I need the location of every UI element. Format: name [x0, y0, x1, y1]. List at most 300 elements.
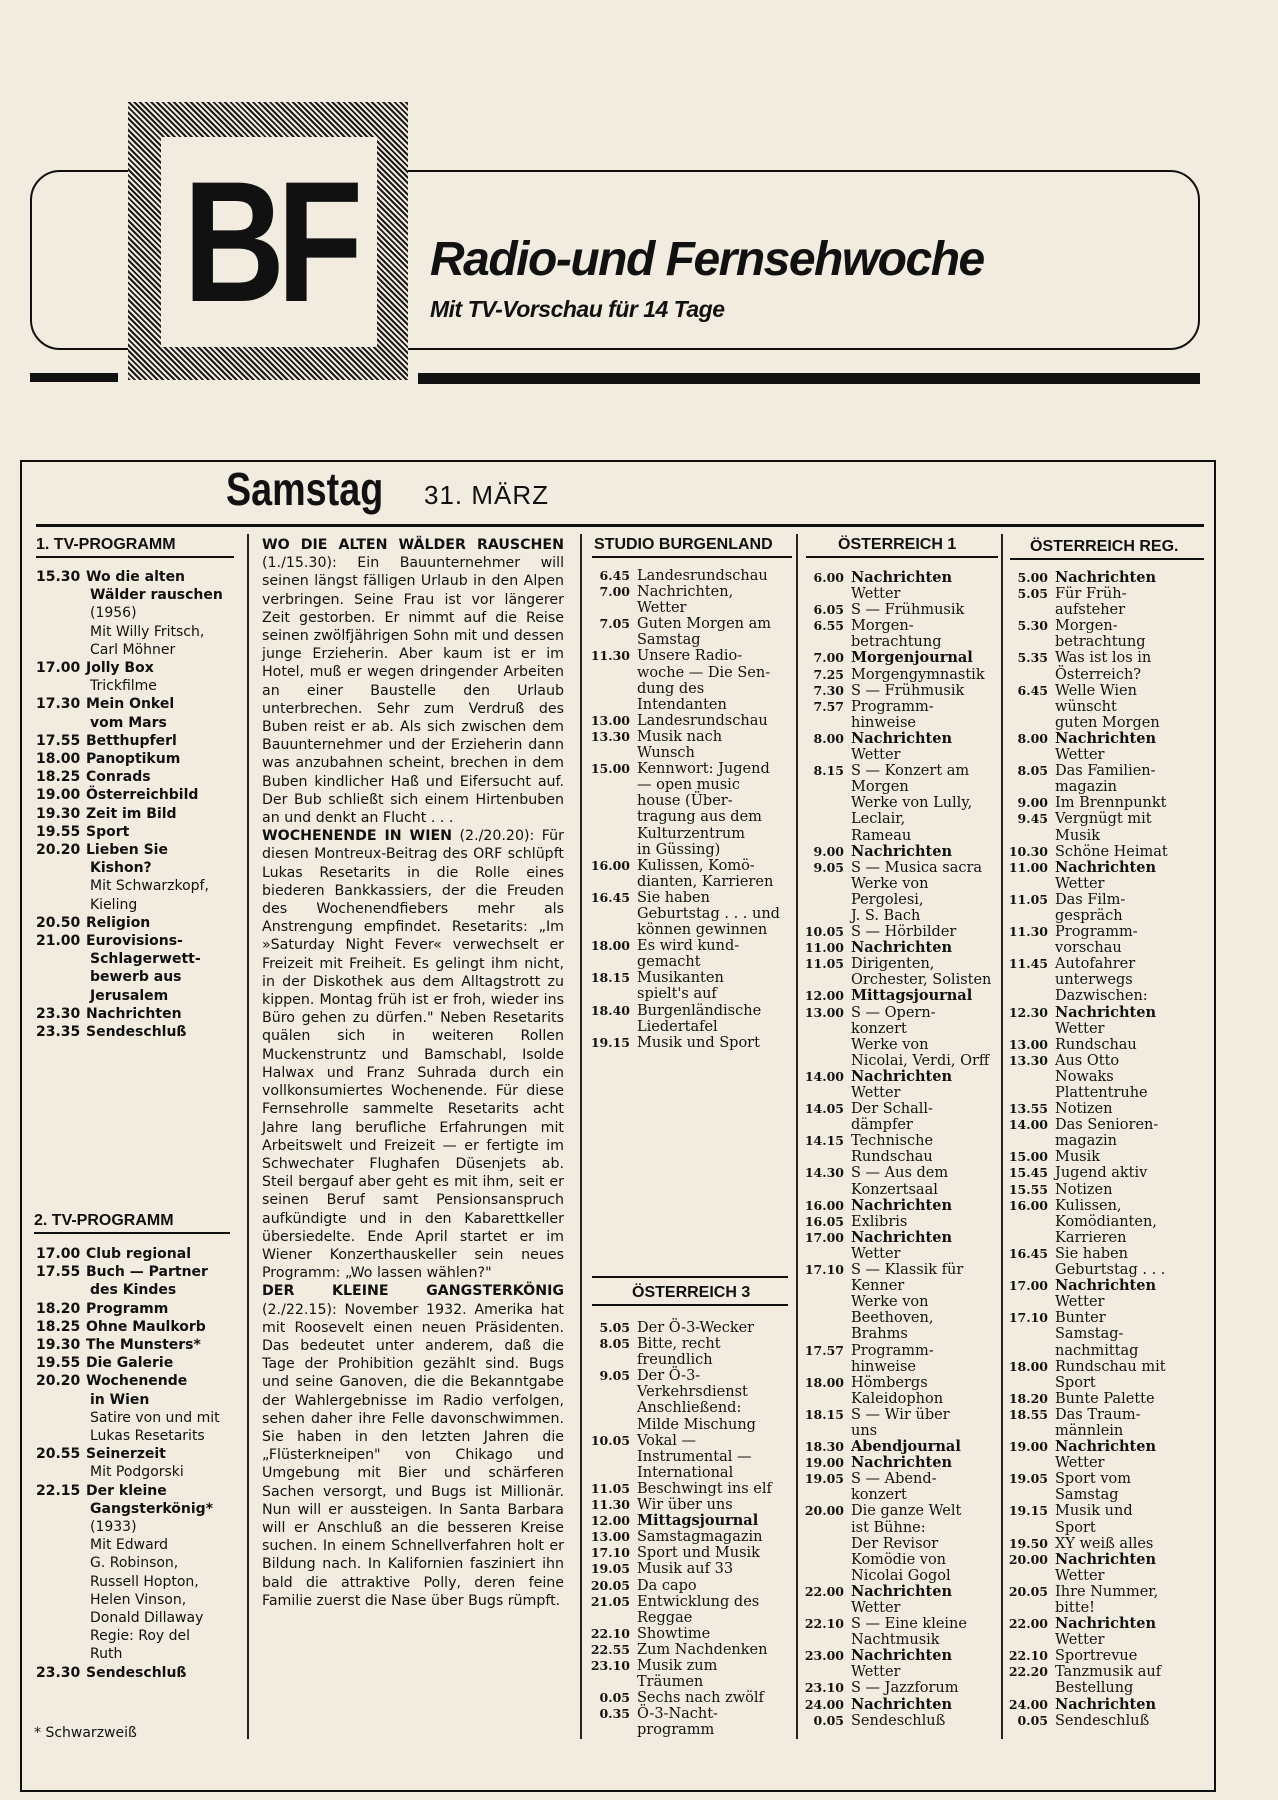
radio-listing-row — [800, 876, 1000, 892]
listing-title: programm — [637, 1722, 715, 1739]
listing-title: Orchester, Solisten — [851, 972, 992, 989]
radio-listing-row — [800, 1664, 1000, 1680]
article-heading: DER KLEINE GANGSTERKÖNIG — [262, 1283, 564, 1300]
radio-listing-row — [800, 1069, 1000, 1085]
listing-title: Nachrichten — [1055, 569, 1157, 586]
listing-time: 18.15 — [590, 970, 630, 986]
listing-title: S — Frühmusik — [851, 602, 965, 619]
listing-time: 6.45 — [599, 568, 630, 583]
magazine-subtitle: Mit TV-Vorschau für 14 Tage — [430, 296, 725, 322]
listing-time: 7.00 — [599, 584, 630, 600]
radio-listing-row — [1004, 860, 1210, 876]
listing-time: 5.05 — [599, 1320, 630, 1335]
listing-time: 19.50 — [1008, 1535, 1048, 1551]
listing-title: uns — [851, 1422, 878, 1439]
tv-listing-row — [36, 859, 241, 877]
listing-time — [586, 1384, 637, 1400]
listing-time: 16.00 — [804, 1197, 844, 1213]
radio-listing-row — [1004, 908, 1210, 924]
radio-listing-row — [1004, 1246, 1210, 1262]
listing-time: 18.55 — [1008, 1406, 1048, 1422]
radio-listing-row — [800, 844, 1000, 860]
radio-listing-row — [800, 1375, 1000, 1391]
listing-time — [800, 715, 851, 731]
listing-time: 6.45 — [1017, 682, 1048, 698]
radio-listing-row — [800, 1262, 1000, 1278]
listing-time — [586, 1449, 637, 1465]
listing-title: Zeit im Bild — [86, 805, 177, 822]
listing-title: S — Klassik für — [851, 1262, 964, 1279]
listing-time: 21.05 — [590, 1593, 630, 1609]
listing-title: Notizen — [1055, 1181, 1113, 1198]
listing-title: Die ganze Welt — [851, 1503, 962, 1520]
radio-listing-row — [586, 1019, 792, 1035]
radio-listing-row — [586, 600, 792, 616]
radio-listing-row — [586, 1035, 792, 1051]
listing-title: Carl Möhner — [90, 641, 176, 658]
listing-time: 24.00 — [804, 1696, 844, 1712]
article-heading: WOCHENENDE IN WIEN — [262, 828, 453, 845]
listing-title: Geburtstag . . . — [1055, 1262, 1166, 1279]
radio-listing-row — [1004, 1520, 1210, 1536]
listing-title: Pergolesi, — [851, 891, 924, 908]
tv-listing-row — [36, 968, 241, 986]
listing-time — [586, 1465, 637, 1481]
radio-listing-row — [800, 618, 1000, 634]
listing-time — [586, 600, 637, 616]
listing-time — [1004, 1455, 1055, 1471]
listing-time — [800, 1423, 851, 1439]
listing-time — [800, 908, 851, 924]
radio-listing-row — [586, 584, 792, 600]
listing-title: Mit Schwarzkopf, — [90, 878, 209, 895]
listing-time: 6.05 — [813, 602, 844, 618]
radio-listing-row — [1004, 1133, 1210, 1149]
listing-title: Mittagsjournal — [851, 987, 973, 1005]
listing-title: Im Brennpunkt — [1055, 795, 1167, 812]
oereg-rule — [1010, 558, 1204, 560]
listing-time: 11.30 — [590, 648, 630, 664]
listing-title: Trickfilme — [90, 678, 157, 695]
radio-listing-row — [800, 1359, 1000, 1375]
tv-listing-row — [36, 1664, 241, 1682]
radio-listing-row — [586, 809, 792, 825]
listing-title: Landesrundschau — [637, 712, 768, 729]
listing-title: Träumen — [637, 1674, 704, 1691]
listing-title: J. S. Bach — [851, 907, 921, 924]
radio-listing-row — [800, 1455, 1000, 1471]
radio-listing-row — [1004, 1664, 1210, 1680]
listing-time: 11.05 — [804, 956, 844, 972]
radio-listing-row — [1004, 715, 1210, 731]
radio-listing-row — [800, 1117, 1000, 1133]
listing-time — [586, 1400, 637, 1416]
listing-title: Schlagerwett- — [90, 951, 201, 968]
listing-title: dianten, Karrieren — [637, 873, 774, 890]
listing-title: Programm- — [851, 1342, 934, 1359]
radio-listing-row — [586, 1578, 792, 1594]
listing-time: 19.55 — [36, 1355, 81, 1372]
listing-title: Samstag — [1055, 1487, 1119, 1504]
listing-time — [1004, 1326, 1055, 1342]
listing-time — [800, 1294, 851, 1310]
listing-title: Russell Hopton, — [90, 1573, 199, 1590]
radio-listing-row — [800, 1632, 1000, 1648]
listing-title: Rundschau — [1055, 1036, 1137, 1053]
listing-time — [586, 632, 637, 648]
day-name: Samstag — [226, 463, 384, 515]
listing-time: 18.00 — [590, 938, 630, 954]
listing-time — [1004, 1343, 1055, 1359]
listing-time — [1004, 747, 1055, 763]
day-date: 31. MÄRZ — [424, 480, 550, 510]
listing-title: guten Morgen — [1055, 714, 1160, 731]
tv-listing-row — [36, 750, 241, 768]
tv2-heading: 2. TV-PROGRAMM — [34, 1212, 174, 1229]
radio-listing-row — [800, 747, 1000, 763]
listing-time: 0.05 — [599, 1690, 630, 1706]
listing-title: (1933) — [90, 1519, 137, 1536]
listing-time — [586, 1610, 637, 1626]
radio-listing-row — [800, 634, 1000, 650]
radio-listing-row — [1004, 1053, 1210, 1069]
listing-time: 19.55 — [36, 823, 81, 840]
listing-time — [800, 634, 851, 650]
listing-title: dung des — [637, 680, 705, 697]
listing-time: 8.00 — [1017, 730, 1048, 746]
tv-listing-row — [36, 1336, 241, 1354]
radio-listing-row — [1004, 1278, 1210, 1294]
listing-title: Programm- — [1055, 924, 1138, 941]
listing-title: Leclair, — [851, 811, 906, 828]
radio-listing-row — [586, 970, 792, 986]
listing-time: 9.00 — [813, 843, 844, 859]
listing-time: 18.40 — [590, 1002, 630, 1018]
listing-time: 8.05 — [1017, 763, 1048, 779]
listing-time: 20.20 — [36, 842, 81, 859]
listing-time: 8.15 — [813, 763, 844, 779]
radio-listing-row — [800, 811, 1000, 827]
listing-title: Nachrichten, — [637, 584, 734, 601]
listing-title: Intendanten — [637, 696, 727, 713]
radio-listing-row — [800, 1037, 1000, 1053]
listing-title: Nachrichten — [851, 1582, 953, 1600]
radio-listing-row — [800, 1407, 1000, 1423]
article-paragraph — [262, 1282, 564, 1610]
listing-time — [1004, 1520, 1055, 1536]
listing-time — [800, 1021, 851, 1037]
listing-title: Werke von — [851, 1036, 929, 1053]
listing-title: in Güssing) — [637, 841, 721, 858]
listing-time: 11.05 — [590, 1480, 630, 1496]
listing-title: betrachtung — [851, 634, 942, 651]
listing-title: Sendeschluß — [86, 1024, 187, 1041]
tv-listing-row — [36, 586, 241, 604]
listing-title: tragung aus dem — [637, 809, 762, 826]
listing-title: — open music — [637, 777, 740, 794]
listing-title: woche — Die Sen- — [637, 664, 771, 681]
listing-title: Verkehrsdienst — [637, 1384, 748, 1401]
listing-time — [1004, 779, 1055, 795]
tv-listing-row — [36, 1281, 241, 1299]
listing-title: Das Film- — [1055, 891, 1126, 908]
magazine-title: Radio-und Fernsehwoche — [430, 233, 984, 286]
radio-listing-row — [1004, 1584, 1210, 1600]
listing-time: 18.20 — [36, 1300, 81, 1317]
listing-title: Gangsterkönig* — [90, 1500, 214, 1517]
listing-title: Da capo — [637, 1577, 697, 1594]
listing-title: Kulturzentrum — [637, 825, 745, 842]
radio-listing-row — [586, 1497, 792, 1513]
studio-burgenland-heading: STUDIO BURGENLAND — [594, 536, 773, 553]
listing-time: 15.00 — [590, 761, 630, 777]
listing-title: in Wien — [90, 1391, 150, 1408]
listing-title: Autofahrer — [1055, 956, 1136, 973]
listing-title: Sendeschluß — [1055, 1712, 1150, 1729]
listing-title: Hömbergs — [851, 1374, 928, 1391]
listing-title: Das Traum- — [1055, 1406, 1141, 1423]
listing-title: Musik und Sport — [637, 1034, 760, 1051]
listing-time: 10.05 — [590, 1432, 630, 1448]
listing-time: 16.00 — [1008, 1197, 1048, 1213]
listing-title: Nachrichten — [851, 842, 953, 860]
radio-listing-row — [586, 1642, 792, 1658]
listing-time — [586, 954, 637, 970]
listing-title: S — Frühmusik — [851, 682, 965, 699]
radio-listing-row — [800, 763, 1000, 779]
listing-title: Nachrichten — [1055, 729, 1157, 747]
listing-title: Jolly Box — [86, 660, 154, 677]
radio-listing-row — [586, 665, 792, 681]
radio-listing-row — [1004, 1310, 1210, 1326]
radio-listing-row — [800, 667, 1000, 683]
listing-title: Unsere Radio- — [637, 648, 743, 665]
listing-title: Wetter — [1055, 1567, 1105, 1584]
radio-listing-row — [800, 586, 1000, 602]
listing-title: Rundschau mit — [1055, 1358, 1166, 1375]
radio-listing-row — [800, 1503, 1000, 1519]
tv-listing-row — [36, 1645, 241, 1663]
listing-title: Nachrichten — [851, 939, 953, 957]
oe3-rule — [592, 1304, 788, 1306]
listing-time — [800, 1117, 851, 1133]
listing-time — [800, 795, 851, 811]
tv-listing-row — [36, 1005, 241, 1023]
radio-listing-row — [1004, 1697, 1210, 1713]
tv-listing-row — [36, 914, 241, 932]
tv-listing-row — [36, 659, 241, 677]
radio-listing-row — [800, 795, 1000, 811]
radio-listing-row — [1004, 1294, 1210, 1310]
radio-listing-row — [586, 1449, 792, 1465]
listing-time — [586, 922, 637, 938]
listing-time — [1004, 1632, 1055, 1648]
listing-title: Das Senioren- — [1055, 1117, 1159, 1134]
tv-listing-row — [36, 1409, 241, 1427]
tv-listing-row — [36, 714, 241, 732]
radio-listing-row — [586, 1320, 792, 1336]
radio-listing-row — [800, 1005, 1000, 1021]
listing-time — [1004, 667, 1055, 683]
radio-listing-row — [1004, 1359, 1210, 1375]
listing-title: XY weiß alles — [1055, 1535, 1154, 1552]
listing-title: Helen Vinson, — [90, 1591, 187, 1608]
radio-listing-row — [800, 1246, 1000, 1262]
listing-title: Notizen — [1055, 1101, 1113, 1118]
listing-time: 5.35 — [1017, 650, 1048, 666]
listing-title: Wetter — [1055, 1455, 1105, 1472]
listing-time: 13.00 — [590, 712, 630, 728]
radio-listing-row — [586, 729, 792, 745]
listing-title: Morgenjournal — [851, 649, 973, 667]
radio-listing-row — [800, 1680, 1000, 1696]
listing-time: 20.05 — [590, 1577, 630, 1593]
listing-time: 19.00 — [804, 1455, 844, 1471]
masthead-rule-right — [418, 373, 1200, 384]
listing-title: Sport — [1055, 1374, 1096, 1391]
radio-listing-row — [800, 1326, 1000, 1342]
listing-title: bitte! — [1055, 1600, 1095, 1616]
listing-title: Wetter — [851, 1245, 901, 1262]
radio-listing-row — [586, 1433, 792, 1449]
radio-listing-row — [1004, 586, 1210, 602]
listing-title: Komödianten, — [1055, 1213, 1157, 1230]
listing-title: Nachrichten — [851, 569, 953, 586]
tv1-rule — [36, 556, 234, 558]
radio-listing-row — [800, 1085, 1000, 1101]
radio-listing-row — [586, 632, 792, 648]
radio-listing-row — [1004, 618, 1210, 634]
radio-listing-row — [1004, 924, 1210, 940]
radio-listing-row — [800, 779, 1000, 795]
listing-title: Musikanten — [637, 970, 724, 987]
radio-listing-row — [800, 860, 1000, 876]
listing-time — [586, 793, 637, 809]
listing-time: 15.55 — [1008, 1181, 1048, 1197]
listing-title: Nachrichten — [851, 1454, 953, 1472]
article-body: Ein Bauunternehmer will seinen längst fälligen Urlaub in den Alpen verbringen. Seine Frau ist vor längerer Zeit gestorben. Er nimmt auf die Reise seinen zwölfjährigen Sohn mit und dessen junge Erzieherin. Aber kaum ist er im Hotel, muß er wegen dringender Arbeiten an einer Baustelle den Urlaub unterbrechen. Sehr zum Verdruß des Buben reist er ab. Als sich zwischen dem Bauunternehmer und der Erzieherin dann was anzubahnen scheint, brechen in dem Buben kindlicher Haß und Eifersucht auf. Der Bub schließt sich einem Hirtenbuben an und denkt an Flucht . . . — [262, 555, 565, 827]
radio-listing-row — [586, 1690, 792, 1706]
listing-time: 18.20 — [1008, 1390, 1048, 1406]
radio-listing-row — [586, 938, 792, 954]
radio-listing-row — [586, 1336, 792, 1352]
listing-title: Wetter — [851, 1600, 901, 1616]
listing-title: Reggae — [637, 1609, 693, 1626]
tv-listing-row — [36, 877, 241, 895]
listing-title: Donald Dillaway — [90, 1610, 204, 1627]
listing-time: 5.05 — [1017, 586, 1048, 602]
radio-listing-row — [1004, 1117, 1210, 1133]
logo: BF — [183, 146, 355, 338]
radio-listing-row — [800, 1214, 1000, 1230]
radio-listing-row — [586, 1722, 792, 1738]
listing-title: Panoptikum — [86, 751, 181, 768]
listing-time: 19.05 — [804, 1471, 844, 1487]
oe3-listing — [586, 1320, 792, 1738]
radio-listing-row — [1004, 667, 1210, 683]
listing-time — [800, 811, 851, 827]
radio-listing-row — [586, 1465, 792, 1481]
tv-listing-row — [36, 677, 241, 695]
listing-title: S — Hörbilder — [851, 924, 957, 941]
listing-title: Dazwischen: — [1055, 988, 1148, 1005]
listing-title: Mit Podgorski — [90, 1464, 184, 1481]
radio-listing-row — [586, 1529, 792, 1545]
listing-time: 19.15 — [590, 1034, 630, 1050]
listing-time — [586, 826, 637, 842]
listing-title: Nachrichten — [1055, 1277, 1157, 1295]
radio-listing-row — [586, 1368, 792, 1384]
listing-title: konzert — [851, 1020, 907, 1037]
radio-listing-row — [586, 793, 792, 809]
listing-time: 18.00 — [36, 751, 81, 768]
listing-time — [800, 1568, 851, 1584]
listing-title: Satire von und mit — [90, 1409, 220, 1426]
tv-listing-row — [36, 841, 241, 859]
tv-listing-row — [36, 732, 241, 750]
listing-time: 13.00 — [1008, 1036, 1048, 1052]
listing-title: vom Mars — [90, 714, 167, 731]
listing-title: Zum Nachdenken — [637, 1641, 768, 1658]
listing-title: Nachrichten — [1055, 1615, 1157, 1633]
listing-time — [800, 1085, 851, 1101]
listing-title: unterwegs — [1055, 972, 1133, 989]
listing-title: Vergnügt mit — [1055, 811, 1152, 828]
tv-listing-row — [36, 768, 241, 786]
listing-title: Nicolai, Verdi, Orff — [851, 1052, 990, 1069]
radio-listing-row — [800, 908, 1000, 924]
radio-listing-row — [586, 648, 792, 664]
listing-title: magazin — [1055, 1133, 1117, 1150]
listing-time: 23.30 — [36, 1005, 81, 1022]
radio-listing-row — [1004, 1616, 1210, 1632]
listing-title: Nicolai Gogol — [851, 1567, 951, 1584]
programme-notes — [262, 536, 564, 1610]
radio-listing-row — [586, 922, 792, 938]
listing-title: Ihre Nummer, — [1055, 1583, 1159, 1600]
radio-listing-row — [1004, 1343, 1210, 1359]
tv-listing-row — [36, 1245, 241, 1263]
radio-listing-row — [1004, 1375, 1210, 1391]
listing-time: 0.05 — [1017, 1712, 1048, 1728]
listing-time: 18.25 — [36, 769, 81, 786]
radio-listing-row — [586, 761, 792, 777]
radio-listing-row — [586, 874, 792, 890]
listing-title: Sendeschluß — [851, 1712, 946, 1729]
tv-listing-row — [36, 823, 241, 841]
radio-listing-row — [586, 1545, 792, 1561]
listing-title: Werke von — [851, 1294, 929, 1311]
listing-time: 20.50 — [36, 914, 81, 931]
listing-title: Lieben Sie — [86, 842, 168, 859]
listing-title: Musik — [1055, 1149, 1101, 1166]
listing-time — [1004, 1214, 1055, 1230]
radio-listing-row — [800, 940, 1000, 956]
listing-time: 15.45 — [1008, 1165, 1048, 1181]
listing-time — [800, 1326, 851, 1342]
listing-time: 16.00 — [590, 857, 630, 873]
listing-time: 17.55 — [36, 1264, 81, 1281]
listing-title: Samstag — [637, 632, 701, 649]
radio-listing-row — [1004, 634, 1210, 650]
tv-listing-row — [36, 1463, 241, 1481]
listing-title: Nachrichten — [1055, 1003, 1157, 1021]
radio-listing-row — [586, 1706, 792, 1722]
radio-listing-row — [1004, 602, 1210, 618]
tv1-heading: 1. TV-PROGRAMM — [36, 536, 176, 553]
listing-time: 17.55 — [36, 732, 81, 749]
listing-title: Sport vom — [1055, 1471, 1131, 1488]
